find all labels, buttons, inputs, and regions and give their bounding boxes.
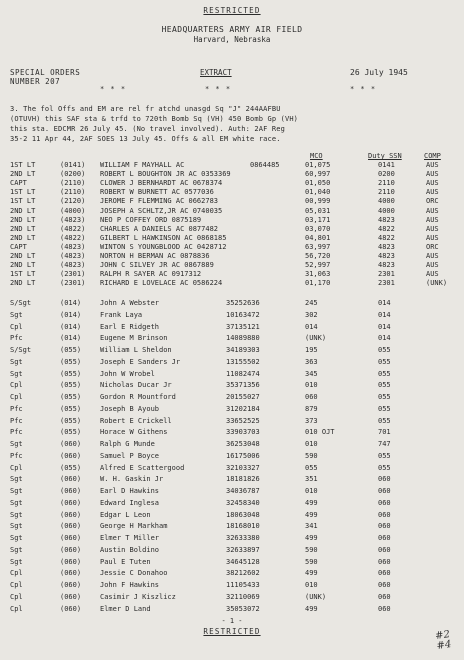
name-cell: Elmer D Land [100, 604, 151, 613]
name-cell: Samuel P Boyce [100, 451, 160, 460]
serial-number-cell: 18168010 [226, 522, 260, 531]
name-cell: JOHN C SILVEY JR AC 0867889 [100, 261, 214, 270]
mco-cell: 56,720 [305, 252, 331, 260]
component-cell: ORC [426, 197, 439, 206]
rank-cell: 2ND LT [10, 233, 36, 242]
name-cell: William L Sheldon [100, 346, 172, 354]
mos-cell: (014) [60, 299, 82, 307]
rank-cell: Pfc [10, 428, 23, 437]
rank-cell: Sgt [10, 357, 23, 366]
enlisted-row [0, 299, 464, 309]
mos-cell: (060) [60, 569, 82, 578]
serial-number-cell: 32458340 [226, 498, 260, 507]
duty-ssn-cell: 014 [378, 310, 391, 319]
serial-number-cell: 37135121 [226, 322, 260, 331]
rank-cell: Sgt [10, 498, 23, 507]
name-cell: Earl D Hawkins [100, 487, 160, 495]
enlisted-row [0, 311, 464, 321]
duty-ssn-cell: 4823 [378, 261, 395, 270]
serial-number-cell: 35371356 [226, 381, 260, 390]
mos-cell: (0141) [60, 161, 86, 169]
duty-ssn-cell: 701 [378, 428, 391, 437]
rank-cell: Cpl [10, 322, 23, 331]
name-cell: Jessie C Donahoo [100, 569, 168, 578]
rank-cell: Sgt [10, 440, 23, 448]
component-cell: AUS [426, 161, 439, 169]
mco-cell: 31,063 [305, 270, 331, 279]
duty-ssn-cell: 4822 [378, 233, 395, 242]
enlisted-row [0, 440, 464, 450]
name-cell: RICHARD E LOVELACE AC 0586224 [100, 279, 223, 288]
rank-cell: Cpl [10, 581, 23, 589]
serial-number-cell: 31202184 [226, 404, 260, 413]
duty-ssn-cell: 4000 [378, 206, 395, 215]
mos-cell: (060) [60, 451, 82, 460]
mos-cell: (2120) [60, 197, 86, 206]
name-cell: WILLIAM F MAYHALL AC [100, 161, 185, 169]
name-cell: Robert E Crickell [100, 416, 172, 425]
enlisted-row [0, 358, 464, 368]
mco-cell: 01,075 [305, 161, 331, 169]
serial-number-cell: 16175006 [226, 451, 260, 460]
rank-cell: Cpl [10, 463, 23, 472]
duty-ssn-cell: 0200 [378, 170, 395, 179]
paragraph-line: 3. The fol Offs and EM are rel fr atchd unasgd Sq "J" 244AAFBU [10, 105, 281, 113]
mco-cell: 499 [305, 534, 318, 542]
rank-cell: S/Sgt [10, 346, 32, 354]
name-cell: Edward Inglesa [100, 498, 160, 507]
component-cell: AUS [426, 233, 439, 242]
mos-cell: (055) [60, 428, 82, 437]
rank-cell: Sgt [10, 369, 23, 378]
name-cell: Elmer T Miller [100, 534, 160, 542]
mos-cell: (060) [60, 487, 82, 495]
duty-ssn-cell: 055 [378, 463, 391, 472]
rank-cell: Sgt [10, 510, 23, 519]
mco-cell: 60,997 [305, 170, 331, 179]
classification-footer: RESTRICTED [203, 627, 261, 636]
name-cell: WINTON S YOUNGBLOOD AC 0428712 [100, 242, 227, 251]
mco-cell: 879 [305, 404, 318, 413]
separator-stars: * * * [350, 85, 377, 93]
rank-cell: 2ND LT [10, 261, 36, 270]
mos-cell: (055) [60, 357, 82, 366]
component-cell: AUS [426, 215, 439, 224]
mco-cell: 03,070 [305, 224, 331, 233]
serial-number-cell: 34189303 [226, 346, 260, 354]
rank-cell: 2ND LT [10, 215, 36, 224]
name-cell: Earl E Ridgeth [100, 322, 160, 331]
mco-cell: 590 [305, 557, 318, 566]
serial-number-cell: 33652525 [226, 416, 260, 425]
duty-ssn-cell: 4000 [378, 197, 395, 206]
enlisted-row [0, 546, 464, 556]
mco-cell: 010 [305, 440, 318, 448]
name-cell: GILBERT L HAWKINSON AC 0868185 [100, 233, 227, 242]
name-cell: John F Hawkins [100, 581, 160, 589]
rank-cell: S/Sgt [10, 299, 32, 307]
duty-ssn-cell: 0141 [378, 161, 395, 169]
serial-number-cell: 10163472 [226, 310, 260, 319]
duty-ssn-cell: 4823 [378, 252, 395, 260]
serial-number-cell: 13155502 [226, 357, 260, 366]
serial-number-cell: 38212602 [226, 569, 260, 578]
duty-ssn-cell: 2110 [378, 188, 395, 197]
mco-cell: 010 [305, 487, 318, 495]
rank-cell: 2ND LT [10, 224, 36, 233]
rank-cell: Cpl [10, 569, 23, 578]
enlisted-row [0, 475, 464, 485]
rank-cell: 2ND LT [10, 252, 36, 260]
duty-ssn-cell: 4822 [378, 224, 395, 233]
duty-ssn-cell: 747 [378, 440, 391, 448]
rank-cell: 1ST LT [10, 197, 36, 206]
order-date: 26 July 1945 [350, 68, 408, 77]
mco-cell: 499 [305, 604, 318, 613]
name-cell: Edgar L Leon [100, 510, 151, 519]
component-cell: AUS [426, 206, 439, 215]
column-header-mco: MCO [310, 152, 323, 160]
separator-stars: * * * [205, 85, 232, 93]
duty-ssn-cell: 014 [378, 299, 391, 307]
enlisted-row [0, 334, 464, 344]
duty-ssn-cell: 055 [378, 404, 391, 413]
duty-ssn-cell: 060 [378, 534, 391, 542]
duty-ssn-cell: 2301 [378, 279, 395, 288]
name-cell: NORTON H BERMAN AC 0878836 [100, 252, 210, 260]
serial-number-cell: 34645128 [226, 557, 260, 566]
mco-cell: 195 [305, 346, 318, 354]
serial-number-cell: 35053072 [226, 604, 260, 613]
duty-ssn-cell: 060 [378, 475, 391, 484]
name-cell: Ralph G Munde [100, 440, 155, 448]
serial-number-cell: 11082474 [226, 369, 260, 378]
duty-ssn-cell: 060 [378, 510, 391, 519]
rank-cell: Pfc [10, 416, 23, 425]
rank-cell: Sgt [10, 310, 23, 319]
enlisted-row [0, 452, 464, 462]
mco-cell: 01,170 [305, 279, 331, 288]
rank-cell: 2ND LT [10, 206, 36, 215]
extract-label: EXTRACT [200, 68, 232, 77]
mco-cell: 055 [305, 463, 318, 472]
name-cell: Horace W Githens [100, 428, 168, 437]
component-cell: (UNK) [426, 279, 448, 288]
name-cell: ROBERT L BOUGHTON JR AC 0353369 [100, 170, 231, 179]
mco-cell: 363 [305, 357, 318, 366]
duty-ssn-cell: 055 [378, 451, 391, 460]
name-cell: ROBERT W BURNETT AC 0577036 [100, 188, 214, 197]
rank-cell: Cpl [10, 393, 23, 401]
mco-cell: 499 [305, 498, 318, 507]
serial-number-cell: 36253048 [226, 440, 260, 448]
duty-ssn-cell: 055 [378, 346, 391, 354]
rank-cell: 1ST LT [10, 270, 36, 279]
rank-cell: Sgt [10, 475, 23, 484]
serial-number-cell: 32103327 [226, 463, 260, 472]
mos-cell: (060) [60, 510, 82, 519]
duty-ssn-cell: 060 [378, 522, 391, 531]
enlisted-row [0, 487, 464, 497]
name-cell: Nicholas Ducar Jr [100, 381, 172, 390]
duty-ssn-cell: 014 [378, 334, 391, 343]
mco-cell: 590 [305, 545, 318, 554]
serial-number-cell: 18181826 [226, 475, 260, 484]
enlisted-row [0, 511, 464, 521]
rank-cell: Sgt [10, 545, 23, 554]
enlisted-row [0, 581, 464, 591]
paragraph-line: 35-2 11 Apr 44, 2AF SOES 13 July 45. Offs & all EM white race. [10, 135, 281, 143]
mos-cell: (2301) [60, 279, 86, 288]
mos-cell: (060) [60, 592, 82, 601]
mos-cell: (014) [60, 322, 82, 331]
serial-number-cell: 33903703 [226, 428, 260, 437]
mco-cell: 010 [305, 381, 318, 390]
duty-ssn-cell: 060 [378, 498, 391, 507]
mos-cell: (060) [60, 534, 82, 542]
name-cell: RALPH R SAYER AC 0917312 [100, 270, 202, 279]
name-cell: CLOWER J BERNHARDT AC 0678374 [100, 179, 223, 188]
duty-ssn-cell: 060 [378, 557, 391, 566]
headquarters-title: HEADQUARTERS ARMY AIR FIELD [161, 25, 303, 34]
mco-cell: 060 [305, 393, 318, 401]
mos-cell: (060) [60, 475, 82, 484]
mos-cell: (4823) [60, 252, 86, 260]
mos-cell: (055) [60, 404, 82, 413]
rank-cell: 1ST LT [10, 188, 36, 197]
name-cell: Casimir J Kiszlicz [100, 592, 176, 601]
mos-cell: (055) [60, 416, 82, 425]
component-cell: AUS [426, 179, 439, 188]
enlisted-row [0, 428, 464, 438]
mos-cell: (060) [60, 604, 82, 613]
duty-ssn-cell: 060 [378, 581, 391, 589]
name-cell: CHARLES A DANIELS AC 0877482 [100, 224, 219, 233]
rank-cell: Cpl [10, 592, 23, 601]
mos-cell: (0200) [60, 170, 86, 179]
duty-ssn-cell: 060 [378, 487, 391, 495]
mos-cell: (060) [60, 522, 82, 531]
serial-number-cell: 18063048 [226, 510, 260, 519]
duty-ssn-cell: 2301 [378, 270, 395, 279]
order-number: NUMBER 207 [10, 77, 61, 86]
mco-cell: 590 [305, 451, 318, 460]
serial-number-cell: 11105433 [226, 581, 260, 589]
rank-cell: Sgt [10, 522, 23, 531]
rank-cell: Sgt [10, 557, 23, 566]
component-cell: ORC [426, 242, 439, 251]
serial-number-cell: 32633897 [226, 545, 260, 554]
enlisted-row [0, 534, 464, 544]
duty-ssn-cell: 014 [378, 322, 391, 331]
mos-cell: (055) [60, 369, 82, 378]
mco-cell: 499 [305, 569, 318, 578]
paragraph-line: this sta. EDCMR 26 July 45. (No travel involved). Auth: 2AF Reg [10, 125, 285, 133]
mco-cell: (UNK) [305, 592, 327, 601]
mco-cell: 01,040 [305, 188, 331, 197]
name-cell: Alfred E Scattergood [100, 463, 185, 472]
name-cell: John W Wrobel [100, 369, 155, 378]
component-cell: AUS [426, 170, 439, 179]
duty-ssn-cell: 055 [378, 357, 391, 366]
column-header-duty-ssn: Duty SSN [368, 152, 402, 160]
component-cell: AUS [426, 252, 439, 260]
enlisted-row [0, 464, 464, 474]
officer-row [0, 279, 464, 289]
name-cell: Frank Laya [100, 310, 143, 319]
mco-cell: 05,031 [305, 206, 331, 215]
mos-cell: (4823) [60, 242, 86, 251]
serial-number-cell: 32110069 [226, 592, 260, 601]
enlisted-row [0, 346, 464, 356]
mco-cell: 00,999 [305, 197, 331, 206]
mco-cell: 010 [305, 581, 318, 589]
duty-ssn-cell: 4823 [378, 215, 395, 224]
mco-cell: 345 [305, 369, 318, 378]
mco-cell: 04,801 [305, 233, 331, 242]
name-cell: Eugene M Brinson [100, 334, 168, 343]
mos-cell: (055) [60, 346, 82, 354]
rank-cell: Cpl [10, 381, 23, 390]
mco-cell: (UNK) [305, 334, 327, 343]
mos-cell: (055) [60, 463, 82, 472]
classification-header: RESTRICTED [203, 6, 261, 15]
enlisted-row [0, 381, 464, 391]
mco-cell: 014 [305, 322, 318, 331]
rank-cell: 1ST LT [10, 161, 36, 169]
duty-ssn-cell: 055 [378, 416, 391, 425]
name-cell: Joseph E Sanders Jr [100, 357, 181, 366]
mos-cell: (060) [60, 581, 82, 589]
mos-cell: (2301) [60, 270, 86, 279]
column-header-comp: COMP [424, 152, 441, 160]
enlisted-row [0, 393, 464, 403]
duty-ssn-cell: 060 [378, 545, 391, 554]
serial-number-cell: 20155027 [226, 393, 260, 401]
mco-cell: 01,050 [305, 179, 331, 188]
enlisted-row [0, 405, 464, 415]
rank-cell: 2ND LT [10, 170, 36, 179]
name-cell: NEO P COFFEY ORD 0875189 [100, 215, 202, 224]
enlisted-row [0, 370, 464, 380]
rank-cell: Pfc [10, 451, 23, 460]
name-cell: Austin Boldino [100, 545, 160, 554]
enlisted-row [0, 593, 464, 603]
mos-cell: (060) [60, 557, 82, 566]
mos-cell: (4823) [60, 215, 86, 224]
mos-cell: (014) [60, 310, 82, 319]
component-cell: AUS [426, 261, 439, 270]
rank-cell: Pfc [10, 404, 23, 413]
mos-cell: (014) [60, 334, 82, 343]
rank-cell: CAPT [10, 242, 27, 251]
mos-cell: (2110) [60, 179, 86, 188]
enlisted-row [0, 569, 464, 579]
name-cell: W. H. Gaskin Jr [100, 475, 164, 484]
duty-ssn-cell: 060 [378, 592, 391, 601]
mco-cell: 63,997 [305, 242, 331, 251]
serial-number-cell: 34036787 [226, 487, 260, 495]
enlisted-row [0, 499, 464, 509]
duty-ssn-cell: 060 [378, 569, 391, 578]
mos-cell: (060) [60, 545, 82, 554]
separator-stars: * * * [100, 85, 127, 93]
mos-cell: (060) [60, 440, 82, 448]
name-cell: JEROME F FLEMMING AC 0662783 [100, 197, 219, 206]
component-cell: AUS [426, 270, 439, 279]
mco-cell: 010 OJT [305, 428, 335, 437]
rank-cell: Sgt [10, 534, 23, 542]
name-cell: Paul E Tuten [100, 557, 151, 566]
mco-cell: 245 [305, 299, 318, 307]
name-cell: John A Webster [100, 299, 160, 307]
enlisted-row [0, 522, 464, 532]
mco-cell: 52,997 [305, 261, 331, 270]
mco-cell: 373 [305, 416, 318, 425]
rank-cell: CAPT [10, 179, 27, 188]
enlisted-row [0, 605, 464, 615]
name-cell: Joseph B Ayoub [100, 404, 160, 413]
handwritten-annotation: #2 #4 [434, 629, 453, 652]
mos-cell: (4822) [60, 224, 86, 233]
duty-ssn-cell: 060 [378, 604, 391, 613]
mos-cell: (060) [60, 498, 82, 507]
component-cell: AUS [426, 188, 439, 197]
special-orders-label: SPECIAL ORDERS [10, 68, 81, 77]
rank-cell: 2ND LT [10, 279, 36, 288]
mco-cell: 351 [305, 475, 318, 484]
rank-cell: Sgt [10, 487, 23, 495]
mos-cell: (055) [60, 393, 82, 401]
mco-cell: 03,171 [305, 215, 331, 224]
location-line: Harvard, Nebraska [193, 35, 271, 44]
duty-ssn-cell: 4823 [378, 242, 395, 251]
rank-cell: Pfc [10, 334, 23, 343]
duty-ssn-cell: 2110 [378, 179, 395, 188]
name-cell: JOSEPH A SCHLTZ,JR AC 0740035 [100, 206, 223, 215]
name-cell: Gordon R Mountford [100, 393, 176, 401]
enlisted-row [0, 558, 464, 568]
mco-cell: 302 [305, 310, 318, 319]
paragraph-line: (OTUVH) this SAF sta & trfd to 720th Bomb Sq (VH) 450 Bomb Gp (VH) [10, 115, 299, 123]
mos-cell: (4822) [60, 233, 86, 242]
rank-cell: Cpl [10, 604, 23, 613]
duty-ssn-cell: 055 [378, 393, 391, 401]
serial-number-cell: 35252636 [226, 299, 260, 307]
mos-cell: (2110) [60, 188, 86, 197]
mos-cell: (055) [60, 381, 82, 390]
enlisted-row [0, 323, 464, 333]
duty-ssn-cell: 055 [378, 369, 391, 378]
mos-cell: (4000) [60, 206, 86, 215]
serial-number-cell: 0864485 [250, 161, 280, 169]
name-cell: George H Markham [100, 522, 168, 531]
enlisted-row [0, 417, 464, 427]
page-number: - 1 - [221, 617, 243, 625]
serial-number-cell: 14089880 [226, 334, 260, 343]
serial-number-cell: 32633380 [226, 534, 260, 542]
mco-cell: 341 [305, 522, 318, 531]
mco-cell: 499 [305, 510, 318, 519]
component-cell: AUS [426, 224, 439, 233]
mos-cell: (4823) [60, 261, 86, 270]
duty-ssn-cell: 055 [378, 381, 391, 390]
